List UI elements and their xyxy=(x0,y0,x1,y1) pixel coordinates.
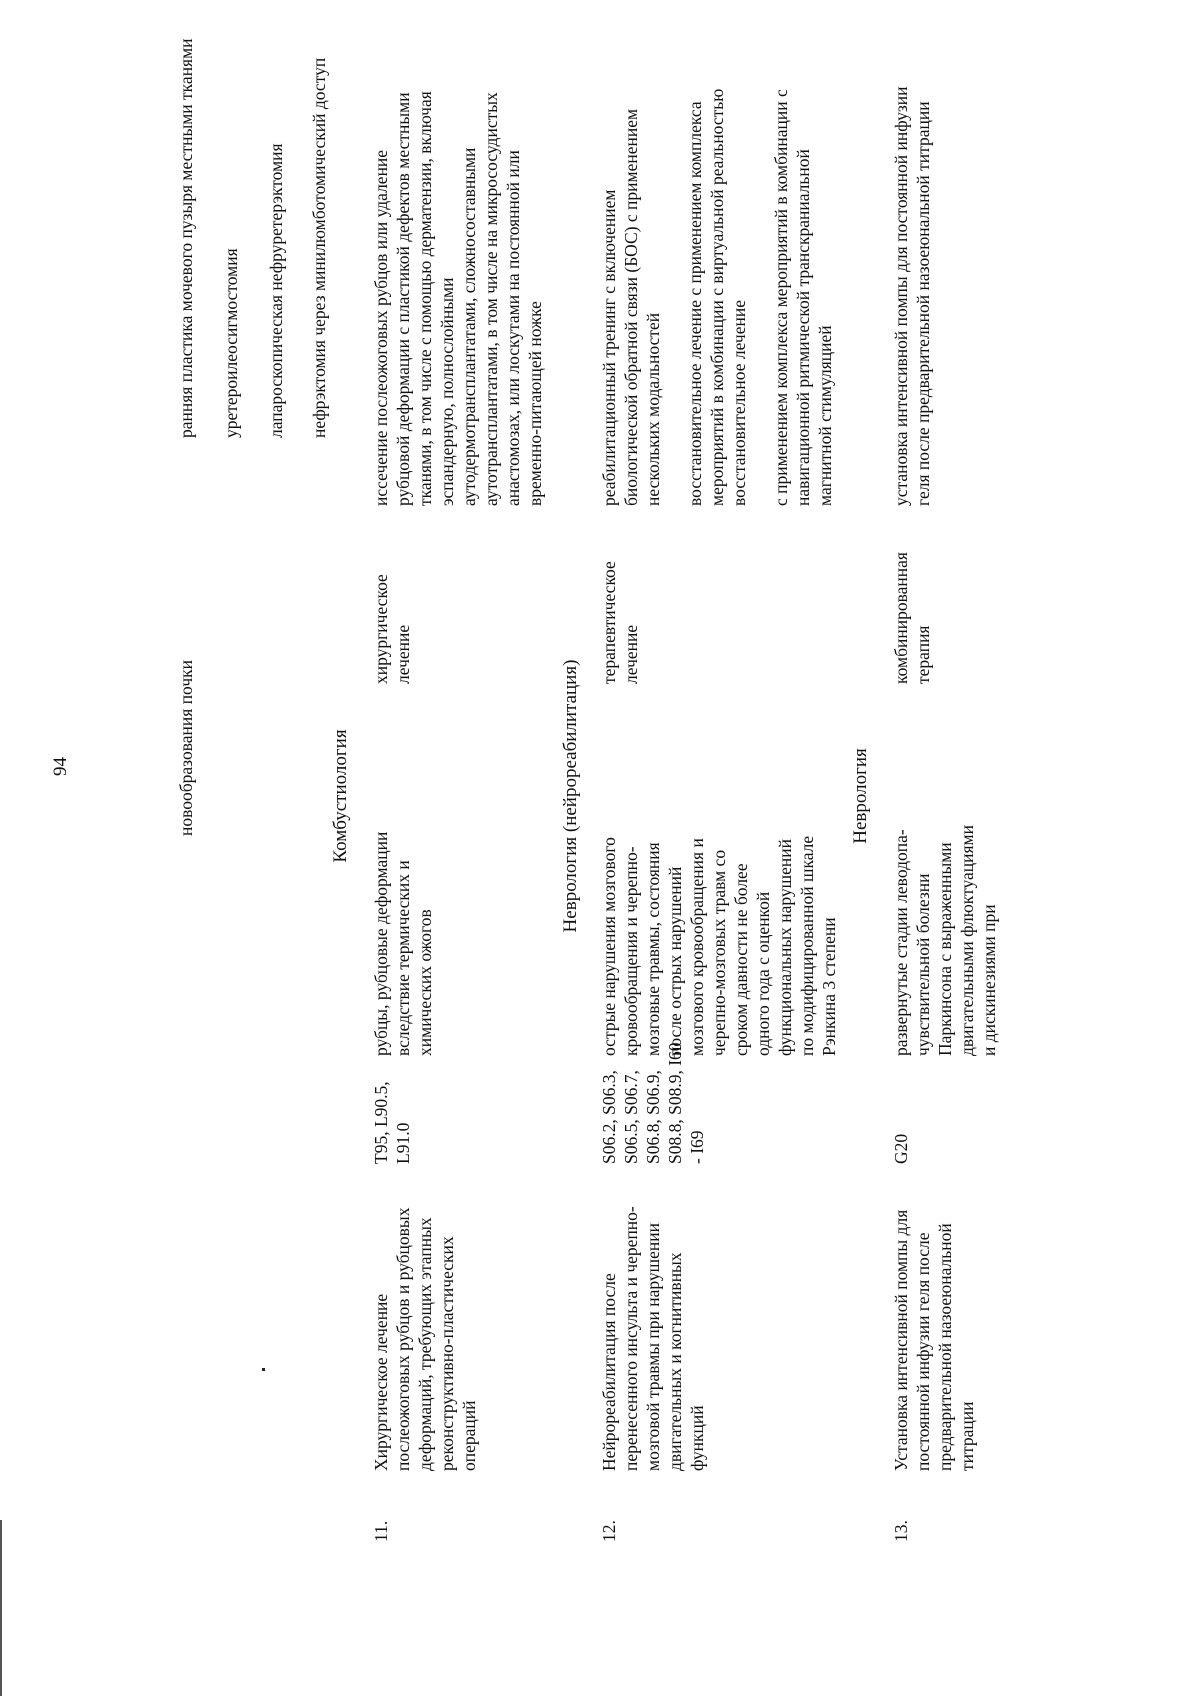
row-12-code-line: S08.8, S08.9, I60 xyxy=(665,1042,685,1164)
page-number: 94 xyxy=(50,757,71,776)
row-13-method-line: установка интенсивной помпы для постоянной инфузии xyxy=(891,86,911,506)
row-12-model-line: по модифицированной шкале xyxy=(797,835,817,1056)
row-11-codes xyxy=(370,1081,414,1164)
row-12-model-line: кровообращения и черепно- xyxy=(621,846,641,1056)
row-11-code-line: L91.0 xyxy=(393,1122,413,1164)
section-title-neurorehab: Неврология (нейрореабилитация) xyxy=(560,659,581,933)
row-12-method-group-3 xyxy=(770,89,836,506)
top-diagnosis: новообразования почки xyxy=(176,659,196,836)
row-12-method-line: реабилитационный тренинг с включением xyxy=(599,189,619,506)
row-13-methods xyxy=(890,86,934,506)
row-12-method-line: восстановительное лечение xyxy=(729,300,749,506)
row-11-code-line: T95, L90.5, xyxy=(371,1081,391,1164)
row-12-model xyxy=(598,836,840,1056)
row-12-model-line: сроком давности не более xyxy=(731,863,751,1056)
row-12-code-line: S06.5, S06.7, xyxy=(621,1070,641,1164)
row-11-name xyxy=(370,1208,480,1471)
row-11-model-line: вследствие термических и xyxy=(393,860,413,1056)
row-12-treatment-line: терапевтическое xyxy=(599,561,619,684)
row-12-name-line: перенесенного инсульта и черепно- xyxy=(621,1206,641,1471)
row-11-method-line: тканями, в том числе с помощью дерматензии, включая xyxy=(415,91,435,506)
row-12-model-line: черепно-мозговых травм со xyxy=(709,849,729,1056)
row-12-method-line: навигационной ритмической транскраниальной xyxy=(793,149,813,506)
row-11-name-line: Хирургическое лечение xyxy=(371,1293,391,1471)
row-12-name-line: двигательных и когнитивных xyxy=(665,1252,685,1471)
row-12-code-line: S06.8, S06.9, xyxy=(643,1070,663,1164)
row-13-name-line: постоянной инфузии геля после xyxy=(913,1232,933,1471)
row-11-method-line: иссечение послеожоговых рубцов или удаление xyxy=(371,149,391,506)
row-12-method-line: мероприятий в комбинации с виртуальной реальностью xyxy=(707,88,727,506)
row-13-model-line: двигательными флюктуациями xyxy=(957,825,977,1056)
row-11-model-line: рубцы, рубцовые деформации xyxy=(371,831,391,1056)
top-method-1: ранняя пластика мочевого пузыря местными тканями xyxy=(176,38,196,438)
row-11-name-line: реконструктивно-пластических xyxy=(437,1236,457,1471)
row-13-codes xyxy=(890,1134,912,1164)
row-12-treatment-line: лечение xyxy=(621,624,641,684)
row-11-model-line: химических ожогов xyxy=(415,909,435,1056)
row-11-method-line: аутотрансплантатами, в том числе на микрососудистых xyxy=(481,92,501,506)
row-12-name-line: Нейрореабилитация после xyxy=(599,1273,619,1471)
row-12-model-line: мозгового кровообращения и xyxy=(687,838,707,1056)
row-13-treatment xyxy=(890,552,934,684)
row-12-method-group-2 xyxy=(684,89,750,506)
row-13-name xyxy=(890,1210,978,1471)
row-12-name-line: мозговой травмы при нарушении xyxy=(643,1222,663,1471)
row-13-code-line: G20 xyxy=(891,1133,911,1164)
row-11-treatment xyxy=(370,574,414,684)
section-title-combustiology: Комбустиология xyxy=(330,729,351,863)
row-11-method-line: временно-питающей ножке xyxy=(525,301,545,506)
row-11-method-line: эспандерную, полнослойными xyxy=(437,277,457,506)
row-12-model-line: мозговые травмы, состояния xyxy=(643,842,663,1056)
top-method-3: лапароскопическая нефруретерэктомия xyxy=(266,143,286,438)
row-13-model xyxy=(890,825,1000,1056)
row-12-model-line: после острых нарушений xyxy=(665,866,685,1056)
row-12-name-line: функций xyxy=(687,1405,707,1471)
row-11-number: 11. xyxy=(371,1520,391,1542)
row-11-method-line: аутодермотрансплантатами, сложносоставными xyxy=(459,147,479,506)
row-12-code-line: S06.2, S06.3, xyxy=(599,1070,619,1164)
row-12-model-line: функциональных нарушений xyxy=(775,839,795,1056)
top-method-4: нефрэктомия через минилюмботомический доступ xyxy=(309,57,329,438)
row-12-name xyxy=(598,1206,708,1471)
row-12-model-line: Рэнкина 3 степени xyxy=(819,917,839,1056)
row-12-method-group-1 xyxy=(598,109,664,506)
row-11-method-line: рубцовой деформации с пластикой дефектов местными xyxy=(393,92,413,506)
row-11-name-line: деформаций, требующих этапных xyxy=(415,1217,435,1471)
row-12-number: 12. xyxy=(599,1520,619,1542)
row-13-treatment-line: терапия xyxy=(913,625,933,684)
row-13-treatment-line: комбинированная xyxy=(891,552,911,684)
row-13-name-line: предварительной назоеюнальной xyxy=(935,1223,955,1471)
row-13-model-line: и дискинезиями при xyxy=(979,904,999,1056)
row-13-model-line: чувствительной болезни xyxy=(913,873,933,1056)
row-12-method-line: магнитной стимуляцией xyxy=(815,325,835,506)
row-11-methods xyxy=(370,91,546,506)
row-13-name-line: титрации xyxy=(957,1401,977,1471)
top-method-2: уретероилеосигмостомия xyxy=(221,248,241,438)
row-12-method-line: с применением комплекса мероприятий в комбинации с xyxy=(771,89,791,506)
row-11-method-line: анастомозах, или лоскутами на постоянной или xyxy=(503,150,523,506)
row-12-code-line: - I69 xyxy=(687,1130,707,1164)
row-12-treatment xyxy=(598,561,642,684)
row-12-model-line: одного года с оценкой xyxy=(753,891,773,1056)
row-11-treatment-line: хирургическое xyxy=(371,574,391,684)
row-13-method-line: геля после предварительной назоеюнальной титрации xyxy=(913,101,933,506)
row-11-name-line: послеожоговых рубцов и рубцовых xyxy=(393,1207,413,1471)
row-12-method-line: восстановительное лечение с применением комплекса xyxy=(685,101,705,506)
row-13-model-line: развернутые стадии леводопа- xyxy=(891,829,911,1056)
row-13-name-line: Установка интенсивной помпы для xyxy=(891,1209,911,1471)
row-13-model-line: Паркинсона с выраженными xyxy=(935,842,955,1056)
row-11-treatment-line: лечение xyxy=(393,624,413,684)
row-11-name-line: операций xyxy=(459,1400,479,1471)
row-11-model xyxy=(370,832,436,1056)
row-12-model-line: острые нарушения мозгового xyxy=(599,837,619,1056)
row-12-codes xyxy=(598,1042,708,1164)
row-12-method-line: нескольких модальностей xyxy=(643,312,663,506)
section-title-neurology: Неврология xyxy=(850,748,871,844)
row-13-number: 13. xyxy=(891,1520,911,1542)
row-12-method-line: биологической обратной связи (БОС) с применением xyxy=(621,108,641,506)
